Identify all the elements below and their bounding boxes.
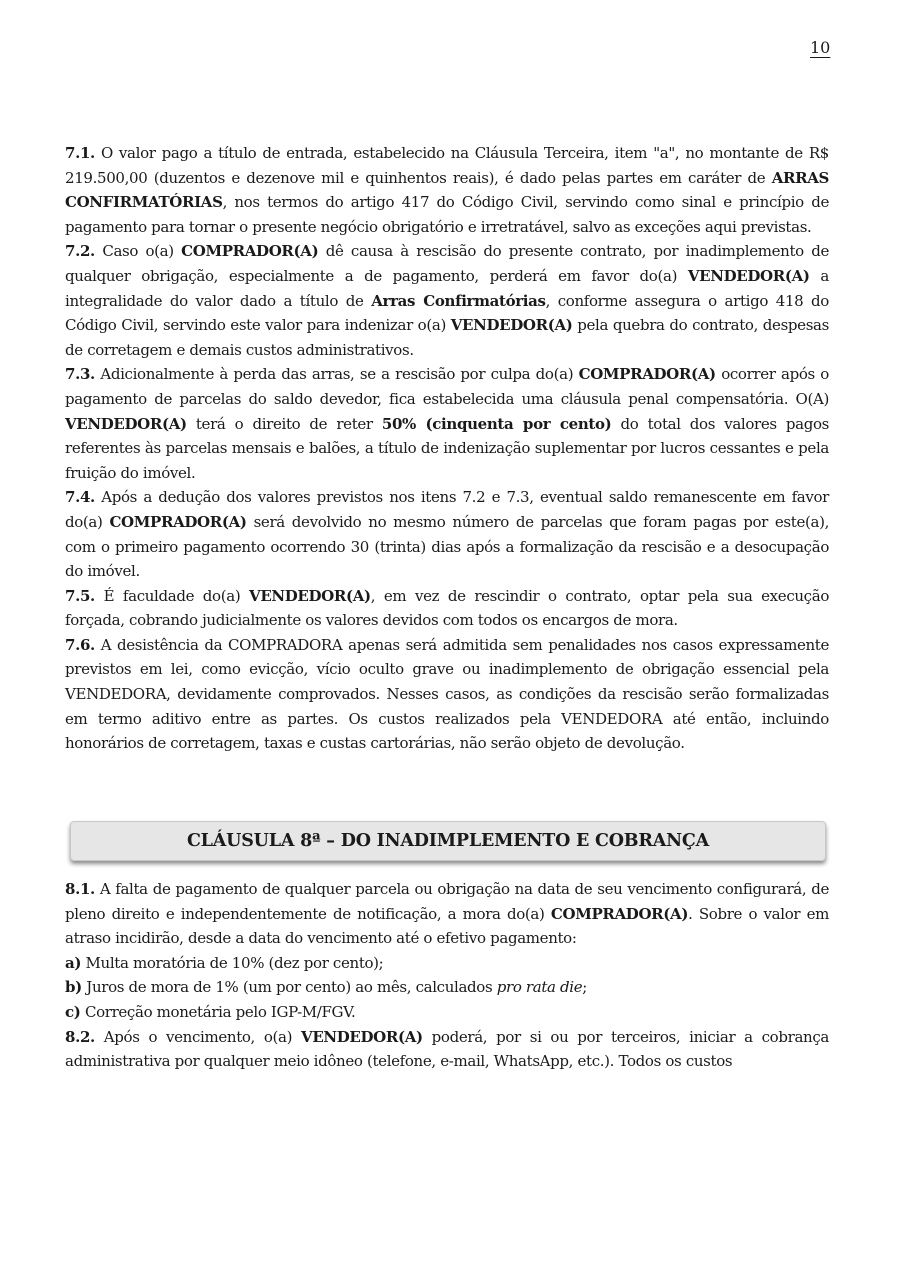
bold-text: VENDEDOR(A) [450,316,573,335]
text: a integralidade do valor dado a título de [65,266,829,310]
bold-text: COMPRADOR(A) [550,904,689,923]
clause-8-heading: CLÁUSULA 8ª – DO INADIMPLEMENTO E COBRANÇA [186,831,710,851]
paragraph-7-3 [65,362,829,485]
text: , conforme assegura o artigo 418 do Código Civil, servindo este valor para indenizar o(a) [65,291,829,335]
bold-text: VENDEDOR(A) [687,266,810,285]
bold-text: Arras Confirmatórias [371,291,546,310]
item-number: 8.1. [65,880,95,898]
item-number: 7.2. [65,242,95,261]
bold-text: ARRAS CONFIRMATÓRIAS [65,168,829,212]
text: A desistência da COMPRADORA apenas será admitida sem penalidades nos casos expressamente previstos em lei, como evicção, vício oculto grave ou inadimplemento de obrigação essencial pela VENDEDORA, devidamente comprovados. Nesses casos, as condições da rescisão serão formalizadas em termo aditivo entre as partes. Os custos realizados pela VENDEDORA até então, incluindo honorários de corretagem, taxas e custas cartorárias, não serão objeto de devolução. [65,635,829,753]
text: do total dos valores pagos referentes às parcelas mensais e balões, a título de indenização suplementar por lucros cessantes e pela fruição do imóvel. [65,414,830,482]
text: O valor pago a título de entrada, estabelecido na Cláusula Terceira, item "a", no montante de R$ 219.500,00 (duzentos e dezenove mil e quinhentos reais), é dado pelas partes em caráter de [65,144,829,187]
item-number: 8.2. [65,1027,95,1046]
paragraph-7-6 [65,633,829,756]
item-number: 7.6. [65,635,95,654]
text: , em vez de rescindir o contrato, optar pela sua execução forçada, cobrando judicialmente os valores devidos com todos os encargos de mora. [65,586,830,630]
text: dê causa à rescisão do presente contrato, por inadimplemento de qualquer obrigação, especialmente a de pagamento, perderá em favor do(a) [65,242,829,285]
paragraph-7-1 [65,141,829,239]
text: ocorrer após o pagamento de parcelas do saldo devedor, fica estabelecida uma cláusula penal compensatória. O(A) [65,365,829,408]
bold-text: COMPRADOR(A) [181,242,319,261]
text: Juros de mora de 1% (um por cento) ao mês, calculados [81,978,497,997]
list-item-a [65,951,829,976]
text: terá o direito de reter [186,414,382,433]
text: poderá, por si ou por terceiros, iniciar a cobrança administrativa por qualquer meio idôneo (telefone, e-mail, WhatsApp, etc.). Todos os custos [65,1027,829,1071]
text: Correção monetária pelo IGP-M/FGV. [80,1002,356,1021]
paragraph-7-2 [65,239,829,362]
text: Caso o(a) [94,242,182,261]
bold-text: VENDEDOR(A) [65,414,187,433]
bold-text: 50% (cinquenta por cento) [381,414,612,433]
list-item-b [65,975,829,1000]
text: A falta de pagamento de qualquer parcela ou obrigação na data de seu vencimento configurará, de pleno direito e independentemente de notificação, a mora do(a) [65,880,829,923]
bold-text: COMPRADOR(A) [109,512,247,531]
clause-8-heading-box [70,821,826,861]
item-number: 7.5. [65,586,95,605]
item-number: 7.1. [65,144,95,162]
item-number: 7.4. [65,488,95,507]
text: será devolvido no mesmo número de parcelas que foram pagas por este(a), com o primeiro pagamento ocorrendo 30 (trinta) dias após a formalização da rescisão e a desocupação do imóvel. [65,512,829,581]
clause-8-body [65,877,829,1074]
paragraph-8-1 [65,877,829,951]
clause-7-body [65,141,829,756]
text: Após o vencimento, o(a) [94,1027,302,1046]
paragraph-7-5 [65,584,829,633]
bold-text: VENDEDOR(A) [301,1027,423,1046]
item-number: 7.3. [65,365,95,384]
list-item-c [65,1000,829,1025]
text: Adicionalmente à perda das arras, se a rescisão por culpa do(a) [94,365,579,384]
bold-text: VENDEDOR(A) [249,586,371,605]
text: . Sobre o valor em atraso incidirão, desde a data do vencimento até o efetivo pagamento: [65,904,829,948]
text: Multa moratória de 10% (dez por cento); [81,953,384,972]
page-number: 10 [810,38,831,57]
item-letter: a) [65,953,82,972]
paragraph-7-4 [65,485,829,583]
italic-text: pro rata die [496,978,583,997]
bold-text: COMPRADOR(A) [578,365,716,384]
text: Após a dedução dos valores previstos nos itens 7.2 e 7.3, eventual saldo remanescente em favor do(a) [65,488,829,531]
text: ; [582,978,587,997]
text: É faculdade do(a) [94,586,250,605]
paragraph-8-2 [65,1025,829,1074]
text: , nos termos do artigo 417 do Código Civil, servindo como sinal e princípio de pagamento para tornar o presente negócio obrigatório e irretratável, salvo as exceções aqui previstas. [65,193,829,236]
text: pela quebra do contrato, despesas de corretagem e demais custos administrativos. [65,316,829,359]
item-letter: c) [65,1002,81,1021]
item-letter: b) [65,978,82,997]
